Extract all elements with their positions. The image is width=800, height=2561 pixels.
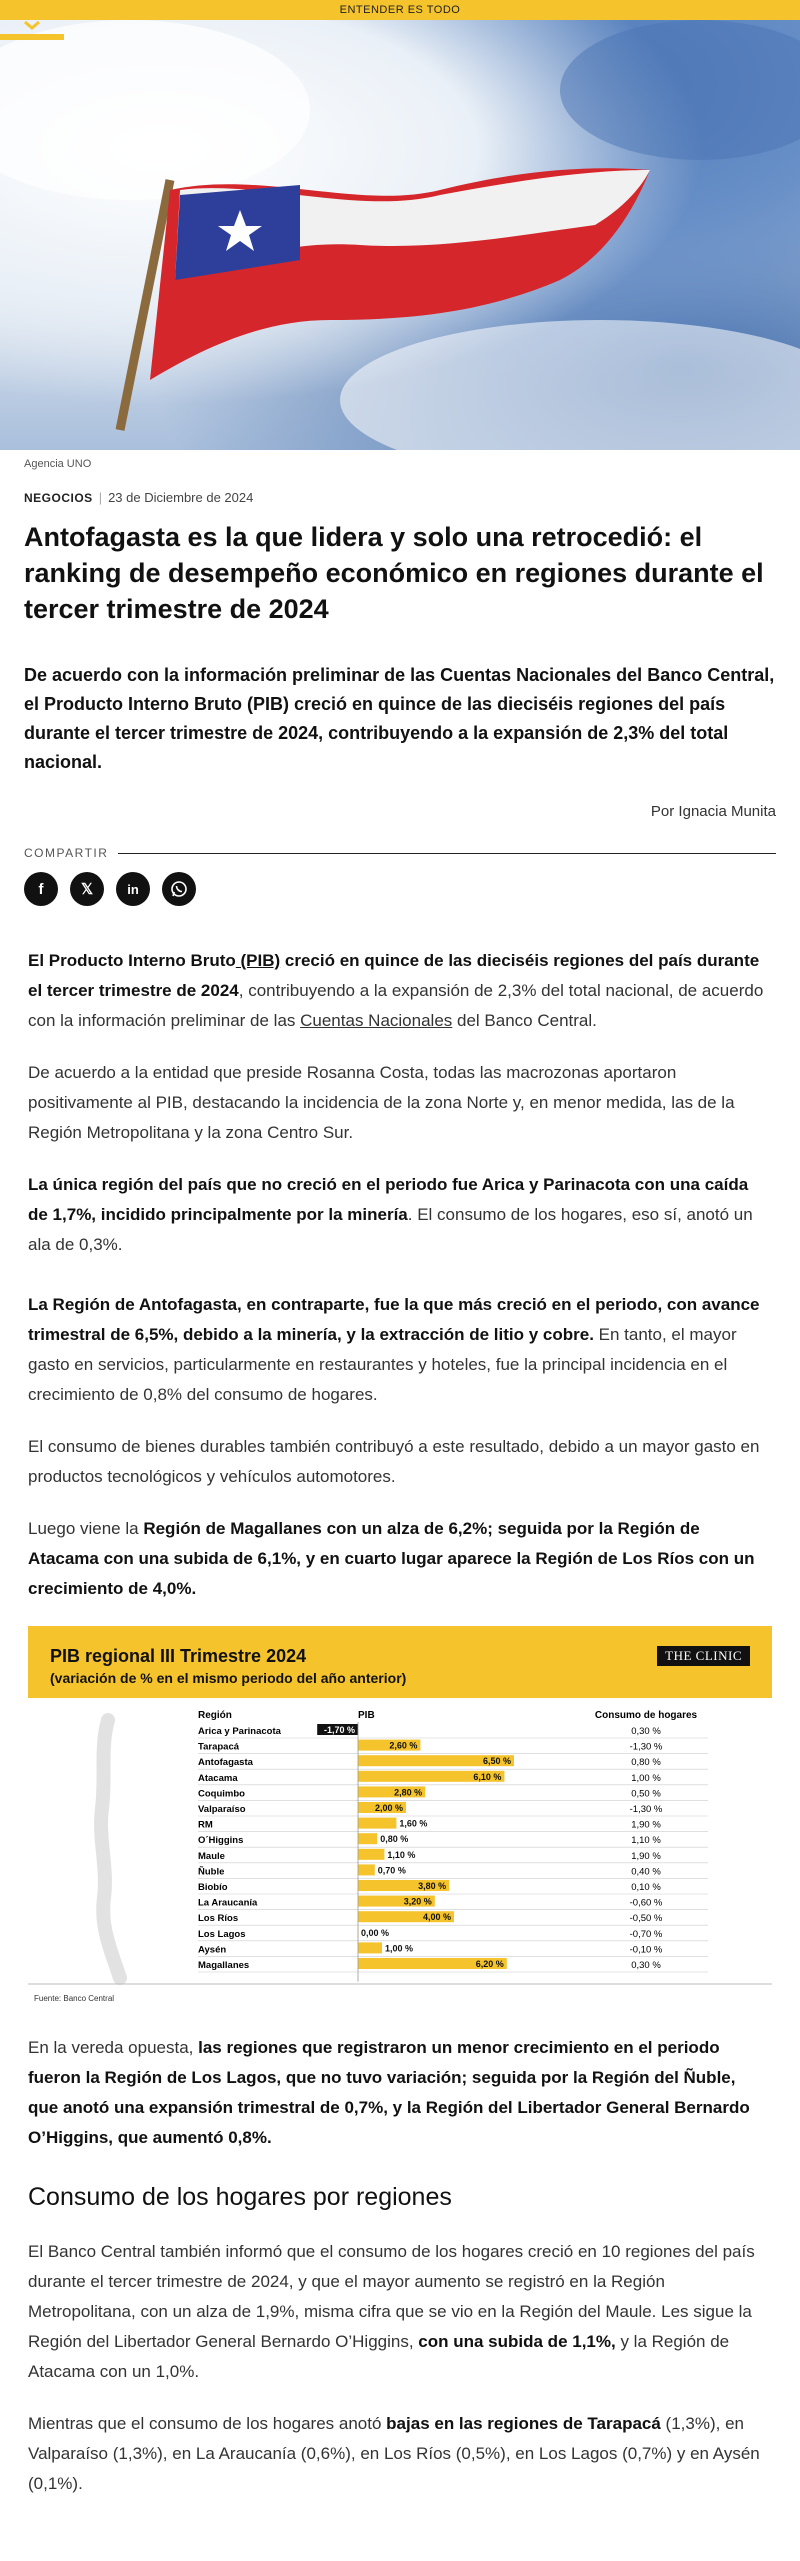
text: En tanto, el mayor gasto en servicios, particularmente en restaurantes y hoteles, fue la principal incidencia en el crecimiento de 0,8% del consumo de hogares. — [28, 1325, 737, 1404]
region-label: Los Lagos — [198, 1928, 246, 1940]
region-label: RM — [198, 1819, 213, 1831]
pib-bar — [358, 1864, 375, 1875]
consumo-value-label: 1,00 % — [631, 1772, 661, 1784]
region-label: La Araucanía — [198, 1897, 258, 1909]
top-banner-text: ENTENDER ES TODO — [339, 4, 461, 16]
article-body-continued — [28, 2033, 770, 2153]
column-header-pib: PIB — [358, 1710, 375, 1721]
the-clinic-logo: THE CLINIC — [657, 1646, 750, 1666]
pib-value-label: 4,00 % — [422, 1912, 451, 1923]
cuentas-nacionales-link[interactable]: Cuentas Nacionales — [300, 1011, 453, 1030]
consumo-value-label: 0,30 % — [631, 1960, 661, 1971]
region-label: Arica y Parinacota — [198, 1726, 281, 1737]
bold-text: La única región del país que no creció en el periodo fue Arica y Parinacota con una caída de 1,7%, incidido principalmente por la minería — [28, 1175, 749, 1224]
pib-value-label: 2,80 % — [394, 1787, 423, 1798]
chile-flag-illustration — [0, 20, 800, 450]
text: Luego viene la — [28, 1519, 144, 1538]
region-label: Tarapacá — [198, 1741, 240, 1753]
pib-bar — [358, 1833, 377, 1844]
region-label: Atacama — [198, 1772, 238, 1784]
text: (1,3%), en Valparaíso (1,3%), en La Araucanía (0,6%), en Los Ríos (0,5%), en Los Lagos (0,7%) y en Aysén (0,1%). — [28, 2414, 760, 2493]
consumo-value-label: 0,50 % — [631, 1788, 661, 1800]
share-divider — [118, 853, 776, 854]
pib-value-label: 0,00 % — [361, 1927, 390, 1938]
pib-bar — [358, 1818, 396, 1829]
consumo-value-label: -0,70 % — [629, 1928, 663, 1940]
text: del Banco Central. — [452, 1011, 597, 1030]
consumo-value-label: 1,10 % — [631, 1835, 661, 1847]
region-label: Aysén — [198, 1944, 227, 1956]
pib-value-label: 3,20 % — [403, 1896, 432, 1907]
whatsapp-icon[interactable] — [162, 872, 196, 906]
column-header-region: Región — [198, 1710, 232, 1721]
pib-value-label: 0,70 % — [377, 1865, 406, 1876]
consumo-value-label: -0,50 % — [629, 1913, 663, 1925]
region-label: Antofagasta — [198, 1757, 253, 1769]
article-meta — [0, 476, 800, 505]
pib-value-label: 6,50 % — [482, 1756, 511, 1767]
consumo-value-label: 1,90 % — [631, 1819, 661, 1831]
pib-value-label: -1,70 % — [323, 1725, 355, 1735]
text: . El consumo de los hogares, eso sí, anotó un ala de 0,3%. — [28, 1205, 753, 1254]
share-label: COMPARTIR — [24, 846, 109, 860]
chile-map-silhouette — [101, 1720, 120, 1978]
consumo-value-label: -1,30 % — [629, 1741, 663, 1753]
article-body-final — [28, 2237, 770, 2499]
region-label: Magallanes — [198, 1960, 250, 1971]
pib-chart — [28, 1626, 772, 2003]
region-label: Coquimbo — [198, 1788, 245, 1800]
linkedin-icon[interactable]: in — [116, 872, 150, 906]
bold-text: bajas en las regiones de Tarapacá — [386, 2414, 661, 2433]
pib-value-label: 0,80 % — [380, 1834, 409, 1845]
bold-text: Región de Magallanes con un alza de 6,2%; seguida por la Región de Atacama con una subida de 6,1%, y en cuarto lugar aparece la Región de Los Ríos con un crecimiento de 4,0%. — [28, 1519, 755, 1598]
column-header-consumo: Consumo de hogares — [594, 1710, 698, 1721]
chart-body — [28, 1698, 772, 1988]
region-label: Maule — [198, 1850, 225, 1862]
region-label: Ñuble — [198, 1866, 225, 1878]
text: y la Región de Atacama con un 1,0%. — [28, 2332, 730, 2381]
pib-value-label: 3,80 % — [418, 1881, 447, 1891]
consumo-value-label: 0,80 % — [631, 1757, 661, 1769]
paragraph-5: El consumo de bienes durables también contribuyó a este resultado, debido a un mayor gasto en productos tecnológicos y vehículos automotores. — [28, 1437, 760, 1486]
region-label: Biobío — [198, 1882, 228, 1893]
paragraph-8 — [28, 2237, 770, 2387]
chart-title: PIB regional III Trimestre 2024 — [50, 1646, 307, 1666]
region-label: Los Ríos — [198, 1913, 239, 1925]
text: Mientras que el consumo de los hogares anotó — [28, 2414, 387, 2433]
consumo-value-label: 0,30 % — [631, 1726, 661, 1737]
region-label: O´Higgins — [198, 1835, 244, 1847]
consumo-value-label: -0,10 % — [629, 1944, 663, 1956]
consumo-value-label: 0,40 % — [631, 1866, 661, 1878]
consumo-value-label: 0,10 % — [631, 1882, 661, 1893]
paragraph-1 — [28, 946, 770, 1036]
chart-subtitle: (variación de % en el mismo periodo del año anterior) — [50, 1670, 407, 1686]
category-link[interactable]: NEGOCIOS — [24, 491, 93, 505]
consumo-value-label: 1,90 % — [631, 1850, 661, 1862]
chart-header — [28, 1626, 772, 1698]
paragraph-3 — [28, 1170, 770, 1260]
pib-value-label: 6,10 % — [473, 1771, 502, 1782]
bold-text: con una subida de 1,1%, — [418, 2332, 616, 2351]
headline: Antofagasta es la que lidera y solo una retrocedió: el ranking de desempeño económico en regiones durante el tercer trimestre de 2024 — [24, 522, 764, 624]
hero-image — [0, 20, 800, 450]
chart-svg — [28, 1698, 772, 1988]
consumo-value-label: -1,30 % — [629, 1804, 663, 1815]
text: En la vereda opuesta, — [28, 2038, 199, 2057]
pib-value-label: 2,00 % — [374, 1803, 403, 1813]
photo-credit: Agencia UNO — [24, 458, 92, 470]
section-heading: Consumo de los hogares por regiones — [28, 2183, 452, 2211]
region-label: Valparaíso — [198, 1804, 246, 1815]
top-banner — [0, 0, 800, 20]
pib-value-label: 1,60 % — [399, 1818, 428, 1829]
article-body — [28, 946, 770, 1604]
share-section — [24, 846, 776, 860]
facebook-icon[interactable]: f — [24, 872, 58, 906]
consumo-value-label: -0,60 % — [629, 1897, 663, 1909]
pib-value-label: 1,10 % — [387, 1849, 416, 1860]
chevron-down-icon[interactable] — [0, 20, 64, 40]
meta-separator: | — [98, 490, 103, 505]
pib-value-label: 2,60 % — [389, 1740, 418, 1751]
bold-text: La Región de Antofagasta, en contraparte, fue la que más creció en el periodo, con avance trimestral de 6,5%, debido a la minería, y la extracción de litio y cobre. — [28, 1295, 760, 1344]
author-byline[interactable]: Por Ignacia Munita — [650, 803, 776, 820]
lead-paragraph: De acuerdo con la información preliminar de las Cuentas Nacionales del Banco Central, el Producto Interno Bruto (PIB) creció en quince de las dieciséis regiones del país durante el tercer trimestre de 2024, contribuyendo a la expansión de 2,3% del total nacional. — [24, 665, 775, 772]
pib-value-label: 1,00 % — [385, 1943, 414, 1954]
pib-value-label: 6,20 % — [475, 1959, 504, 1969]
share-icons — [24, 872, 776, 906]
bold-text: El Producto Interno Bruto — [28, 951, 236, 970]
chart-source: Fuente: Banco Central — [34, 1994, 115, 2003]
x-icon[interactable]: 𝕏 — [70, 872, 104, 906]
publish-date: 23 de Diciembre de 2024 — [108, 490, 254, 505]
text: , contribuyendo a la expansión de 2,3% del total nacional, de acuerdo con la información preliminar de las — [28, 981, 764, 1030]
pib-link[interactable]: (PIB) — [235, 951, 281, 970]
paragraph-6 — [28, 1514, 770, 1604]
paragraph-7 — [28, 2033, 770, 2153]
paragraph-2: De acuerdo a la entidad que preside Rosanna Costa, todas las macrozonas aportaron positivamente al PIB, destacando la incidencia de la zona Norte y, en menor medida, las de la Región Metropolitana y la zona Centro Sur. — [28, 1063, 735, 1142]
bold-text: creció en quince de las dieciséis regiones del país durante el tercer trimestre de 2024 — [28, 951, 760, 1000]
text: El Banco Central también informó que el consumo de los hogares creció en 10 regiones del país durante el tercer trimestre de 2024, y que el mayor aumento se registró en la Región Metropolitana, con un alza de 1,9%, misma cifra que se vio en la Región del Maule. Les sigue la Región del Libertador General Bernardo O’Higgins, — [28, 2242, 755, 2351]
pib-bar — [358, 1849, 384, 1860]
paragraph-4 — [28, 1290, 770, 1410]
pib-bar — [358, 1942, 382, 1953]
bold-text: las regiones que registraron un menor crecimiento en el periodo fueron la Región de Los Lagos, que no tuvo variación; seguida por la Región del Ñuble, que anotó una expansión trimestral de 0,7%, y la Región del Libertador General Bernardo O’Higgins, que aumentó 0,8%. — [28, 2038, 750, 2147]
paragraph-9 — [28, 2409, 770, 2499]
